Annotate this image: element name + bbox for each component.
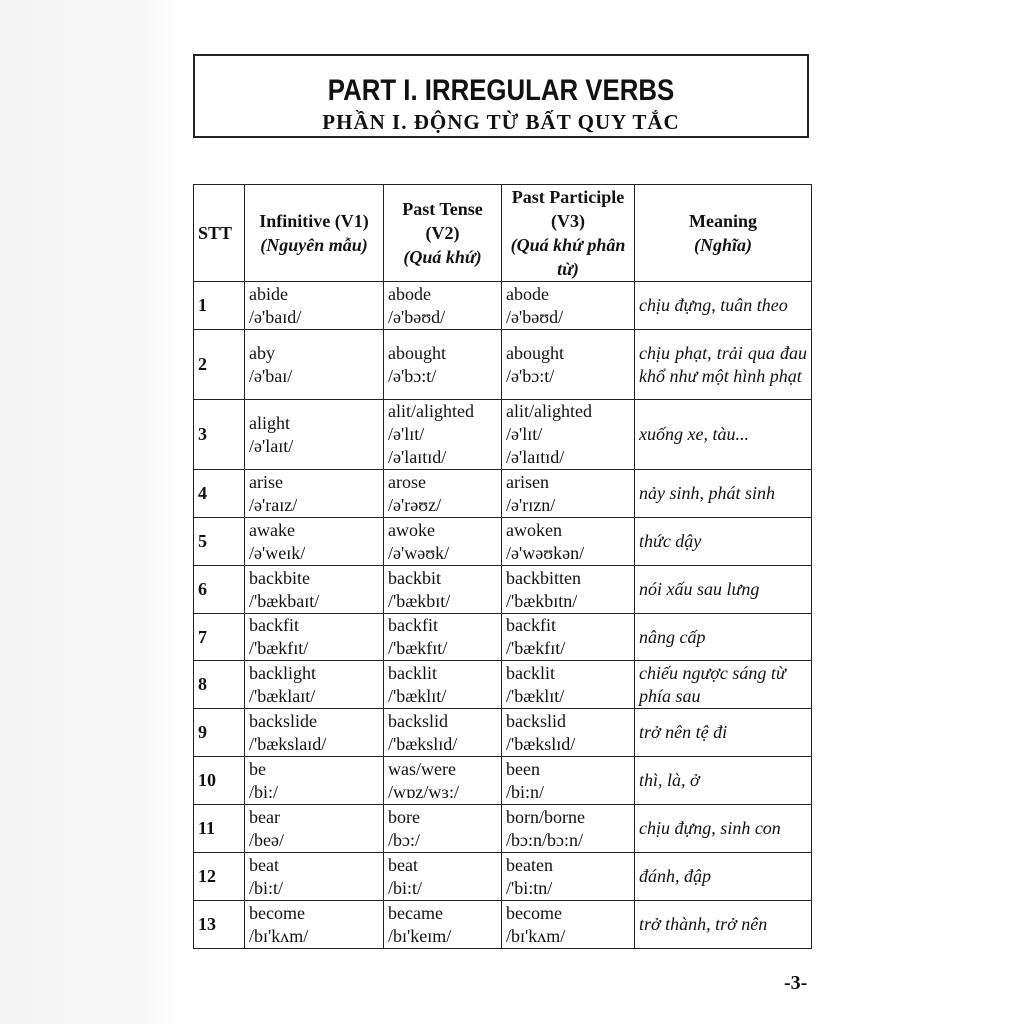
pronunciation: /'bækfɪt/ [506,638,566,658]
verb-v2-cell [384,470,502,518]
verb-form: backlit [388,662,437,683]
row-number: 7 [194,614,245,661]
table-row [194,661,812,709]
verb-v2-cell [384,901,502,949]
verb-form: became [388,902,443,923]
verb-form: become [506,902,562,923]
row-number: 13 [194,901,245,949]
verb-form: abought [388,342,446,363]
verb-v3-cell [502,853,635,901]
pronunciation: /'bækfɪt/ [388,638,448,658]
page-gutter-shadow [0,0,176,1024]
verb-v1-cell [245,282,384,330]
row-number: 11 [194,805,245,853]
pronunciation: /ə'laɪtɪd/ [506,447,565,467]
meaning-cell: xuống xe, tàu... [635,400,812,470]
pronunciation: /bi:t/ [388,877,423,898]
table-row [194,614,812,661]
header-infinitive: Infinitive (V1) (Nguyên mẫu) [245,185,384,282]
verb-form: awoken [506,519,562,540]
verb-form: bear [249,806,280,827]
header-meaning: Meaning (Nghĩa) [635,185,812,282]
pronunciation: /ə'baɪ/ [249,365,293,386]
pronunciation: /ə'bəʊd/ [506,306,564,327]
meaning-cell: chiếu ngược sáng từ phía sau [635,661,812,709]
title-box [193,54,809,138]
meaning-cell: nâng cấp [635,614,812,661]
verb-form: abought [506,342,564,363]
pronunciation: /ə'rəʊz/ [388,494,442,515]
verb-v3-cell [502,661,635,709]
verb-v3-cell [502,757,635,805]
pronunciation: /ə'lɪt/ [506,424,543,444]
verb-form: awoke [388,519,435,540]
row-number: 8 [194,661,245,709]
row-number: 10 [194,757,245,805]
verb-v1-cell [245,566,384,614]
pronunciation: /'bækslɪd/ [506,733,576,754]
pronunciation: /bi:/ [249,781,279,802]
verb-v1-cell [245,853,384,901]
row-number: 4 [194,470,245,518]
verb-v1-cell [245,400,384,470]
meaning-cell: đánh, đập [635,853,812,901]
pronunciation: /beə/ [249,829,284,850]
verb-form: be [249,758,266,779]
verb-v2-cell [384,518,502,566]
pronunciation: /'bækslaɪd/ [249,733,327,754]
verb-form: abode [506,283,549,304]
table-header-row [194,185,812,282]
pronunciation: /bi:n/ [506,781,545,802]
verb-v2-cell [384,330,502,400]
pronunciation: /ə'bəʊd/ [388,306,446,327]
pronunciation: /bɔ:/ [388,829,420,850]
verb-v3-cell [502,518,635,566]
verb-v2-cell [384,282,502,330]
row-number: 5 [194,518,245,566]
verb-form: beaten [506,854,553,875]
verb-form: backfit [506,615,556,635]
table-row [194,282,812,330]
verb-form: alit/alighted [506,401,592,421]
verb-form: backbite [249,567,310,588]
verb-form: backslid [388,710,448,731]
verb-form: backbit [388,567,441,588]
table-row [194,805,812,853]
verb-v1-cell [245,901,384,949]
verb-form: arisen [506,471,549,492]
pronunciation: /'bæklɪt/ [388,685,447,706]
pronunciation: /ə'wəʊk/ [388,542,450,563]
pronunciation: /'bæklɪt/ [506,685,565,706]
verb-v3-cell [502,805,635,853]
verb-v3-cell [502,282,635,330]
verb-v1-cell [245,330,384,400]
table-row [194,901,812,949]
pronunciation: /'bækbaɪt/ [249,590,320,611]
table-row [194,566,812,614]
verb-form: been [506,758,540,779]
verb-v2-cell [384,566,502,614]
verb-v1-cell [245,757,384,805]
verb-form: become [249,902,305,923]
verb-form: born/borne [506,806,585,827]
verb-form: abide [249,283,288,304]
verb-v2-cell [384,709,502,757]
page-number: -3- [784,972,808,994]
row-number: 1 [194,282,245,330]
meaning-cell: nói xấu sau lưng [635,566,812,614]
header-stt: STT [194,185,245,282]
verb-form: beat [388,854,418,875]
verb-form: backlit [506,662,555,683]
verb-form: bore [388,806,420,827]
verb-form: backslid [506,710,566,731]
table-body [194,282,812,949]
verb-v1-cell [245,614,384,661]
row-number: 3 [194,400,245,470]
table-row [194,757,812,805]
row-number: 2 [194,330,245,400]
meaning-cell: thì, là, ở [635,757,812,805]
verb-v2-cell [384,757,502,805]
pronunciation: /ə'weɪk/ [249,542,306,563]
meaning-cell: chịu đựng, tuân theo [635,282,812,330]
table-row [194,709,812,757]
pronunciation: /'bækslɪd/ [388,733,458,754]
verb-v3-cell [502,330,635,400]
verb-form: arise [249,471,283,492]
verb-v2-cell [384,805,502,853]
row-number: 9 [194,709,245,757]
verb-v2-cell [384,853,502,901]
irregular-verbs-table [193,184,812,949]
pronunciation: /ə'laɪt/ [249,435,294,456]
pronunciation: /bɔ:n/bɔ:n/ [506,829,583,850]
pronunciation: /wɒz/wɜ:/ [388,781,459,802]
verb-v3-cell [502,901,635,949]
verb-v3-cell [502,566,635,614]
pronunciation: /bɪ'kʌm/ [506,925,566,946]
pronunciation: /ə'bɔ:t/ [506,365,555,386]
meaning-cell: thức dậy [635,518,812,566]
verb-form: backfit [249,615,299,635]
meaning-cell: chịu đựng, sinh con [635,805,812,853]
table-row [194,853,812,901]
pronunciation: /bɪ'keɪm/ [388,925,452,946]
verb-form: backlight [249,662,316,683]
verb-v3-cell [502,400,635,470]
pronunciation: /ə'raɪz/ [249,494,298,515]
pronunciation: /ə'rɪzn/ [506,494,556,515]
pronunciation: /bi:t/ [249,877,284,898]
table-row [194,330,812,400]
verb-v3-cell [502,709,635,757]
meaning-cell: trở nên tệ đi [635,709,812,757]
table-row [194,400,812,470]
verb-form: beat [249,854,279,875]
meaning-cell: nảy sinh, phát sinh [635,470,812,518]
verb-v1-cell [245,709,384,757]
verb-v1-cell [245,661,384,709]
pronunciation: /ə'lɪt/ [388,424,425,444]
table-row [194,470,812,518]
meaning-cell: trở thành, trở nên [635,901,812,949]
pronunciation: /ə'baɪd/ [249,306,302,327]
verb-v2-cell [384,661,502,709]
verb-form: backbitten [506,567,581,588]
verb-form: backfit [388,615,438,635]
verb-form: was/were [388,758,456,779]
verb-v3-cell [502,470,635,518]
row-number: 6 [194,566,245,614]
verb-form: arose [388,471,426,492]
verb-v1-cell [245,470,384,518]
pronunciation: /bɪ'kʌm/ [249,925,309,946]
pronunciation: /'bækbɪtn/ [506,590,578,611]
pronunciation: /ə'laɪtɪd/ [388,447,447,467]
verb-v2-cell [384,614,502,661]
verb-v1-cell [245,805,384,853]
verb-form: backslide [249,710,317,731]
verb-form: aby [249,342,275,363]
pronunciation: /'bi:tn/ [506,877,553,898]
table-row [194,518,812,566]
pronunciation: /ə'bɔ:t/ [388,365,437,386]
page-subtitle: PHẦN I. ĐỘNG TỪ BẤT QUY TẮC [322,110,680,134]
verb-v1-cell [245,518,384,566]
meaning-cell: chịu phạt, trải qua đau khổ như một hình phạt [635,330,812,400]
row-number: 12 [194,853,245,901]
verb-form: awake [249,519,295,540]
pronunciation: /'bækbɪt/ [388,590,451,611]
header-past-participle: Past Participle (V3) (Quá khứ phân từ) [502,185,635,282]
header-past-tense: Past Tense (V2) (Quá khứ) [384,185,502,282]
verb-v3-cell [502,614,635,661]
pronunciation: /ə'wəʊkən/ [506,542,585,563]
verb-form: alit/alighted [388,401,474,421]
pronunciation: /'bæklaɪt/ [249,685,316,706]
verb-form: abode [388,283,431,304]
page-title: PART I. IRREGULAR VERBS [327,74,675,107]
pronunciation: /'bækfɪt/ [249,638,309,658]
verb-form: alight [249,412,290,433]
verb-v2-cell [384,400,502,470]
